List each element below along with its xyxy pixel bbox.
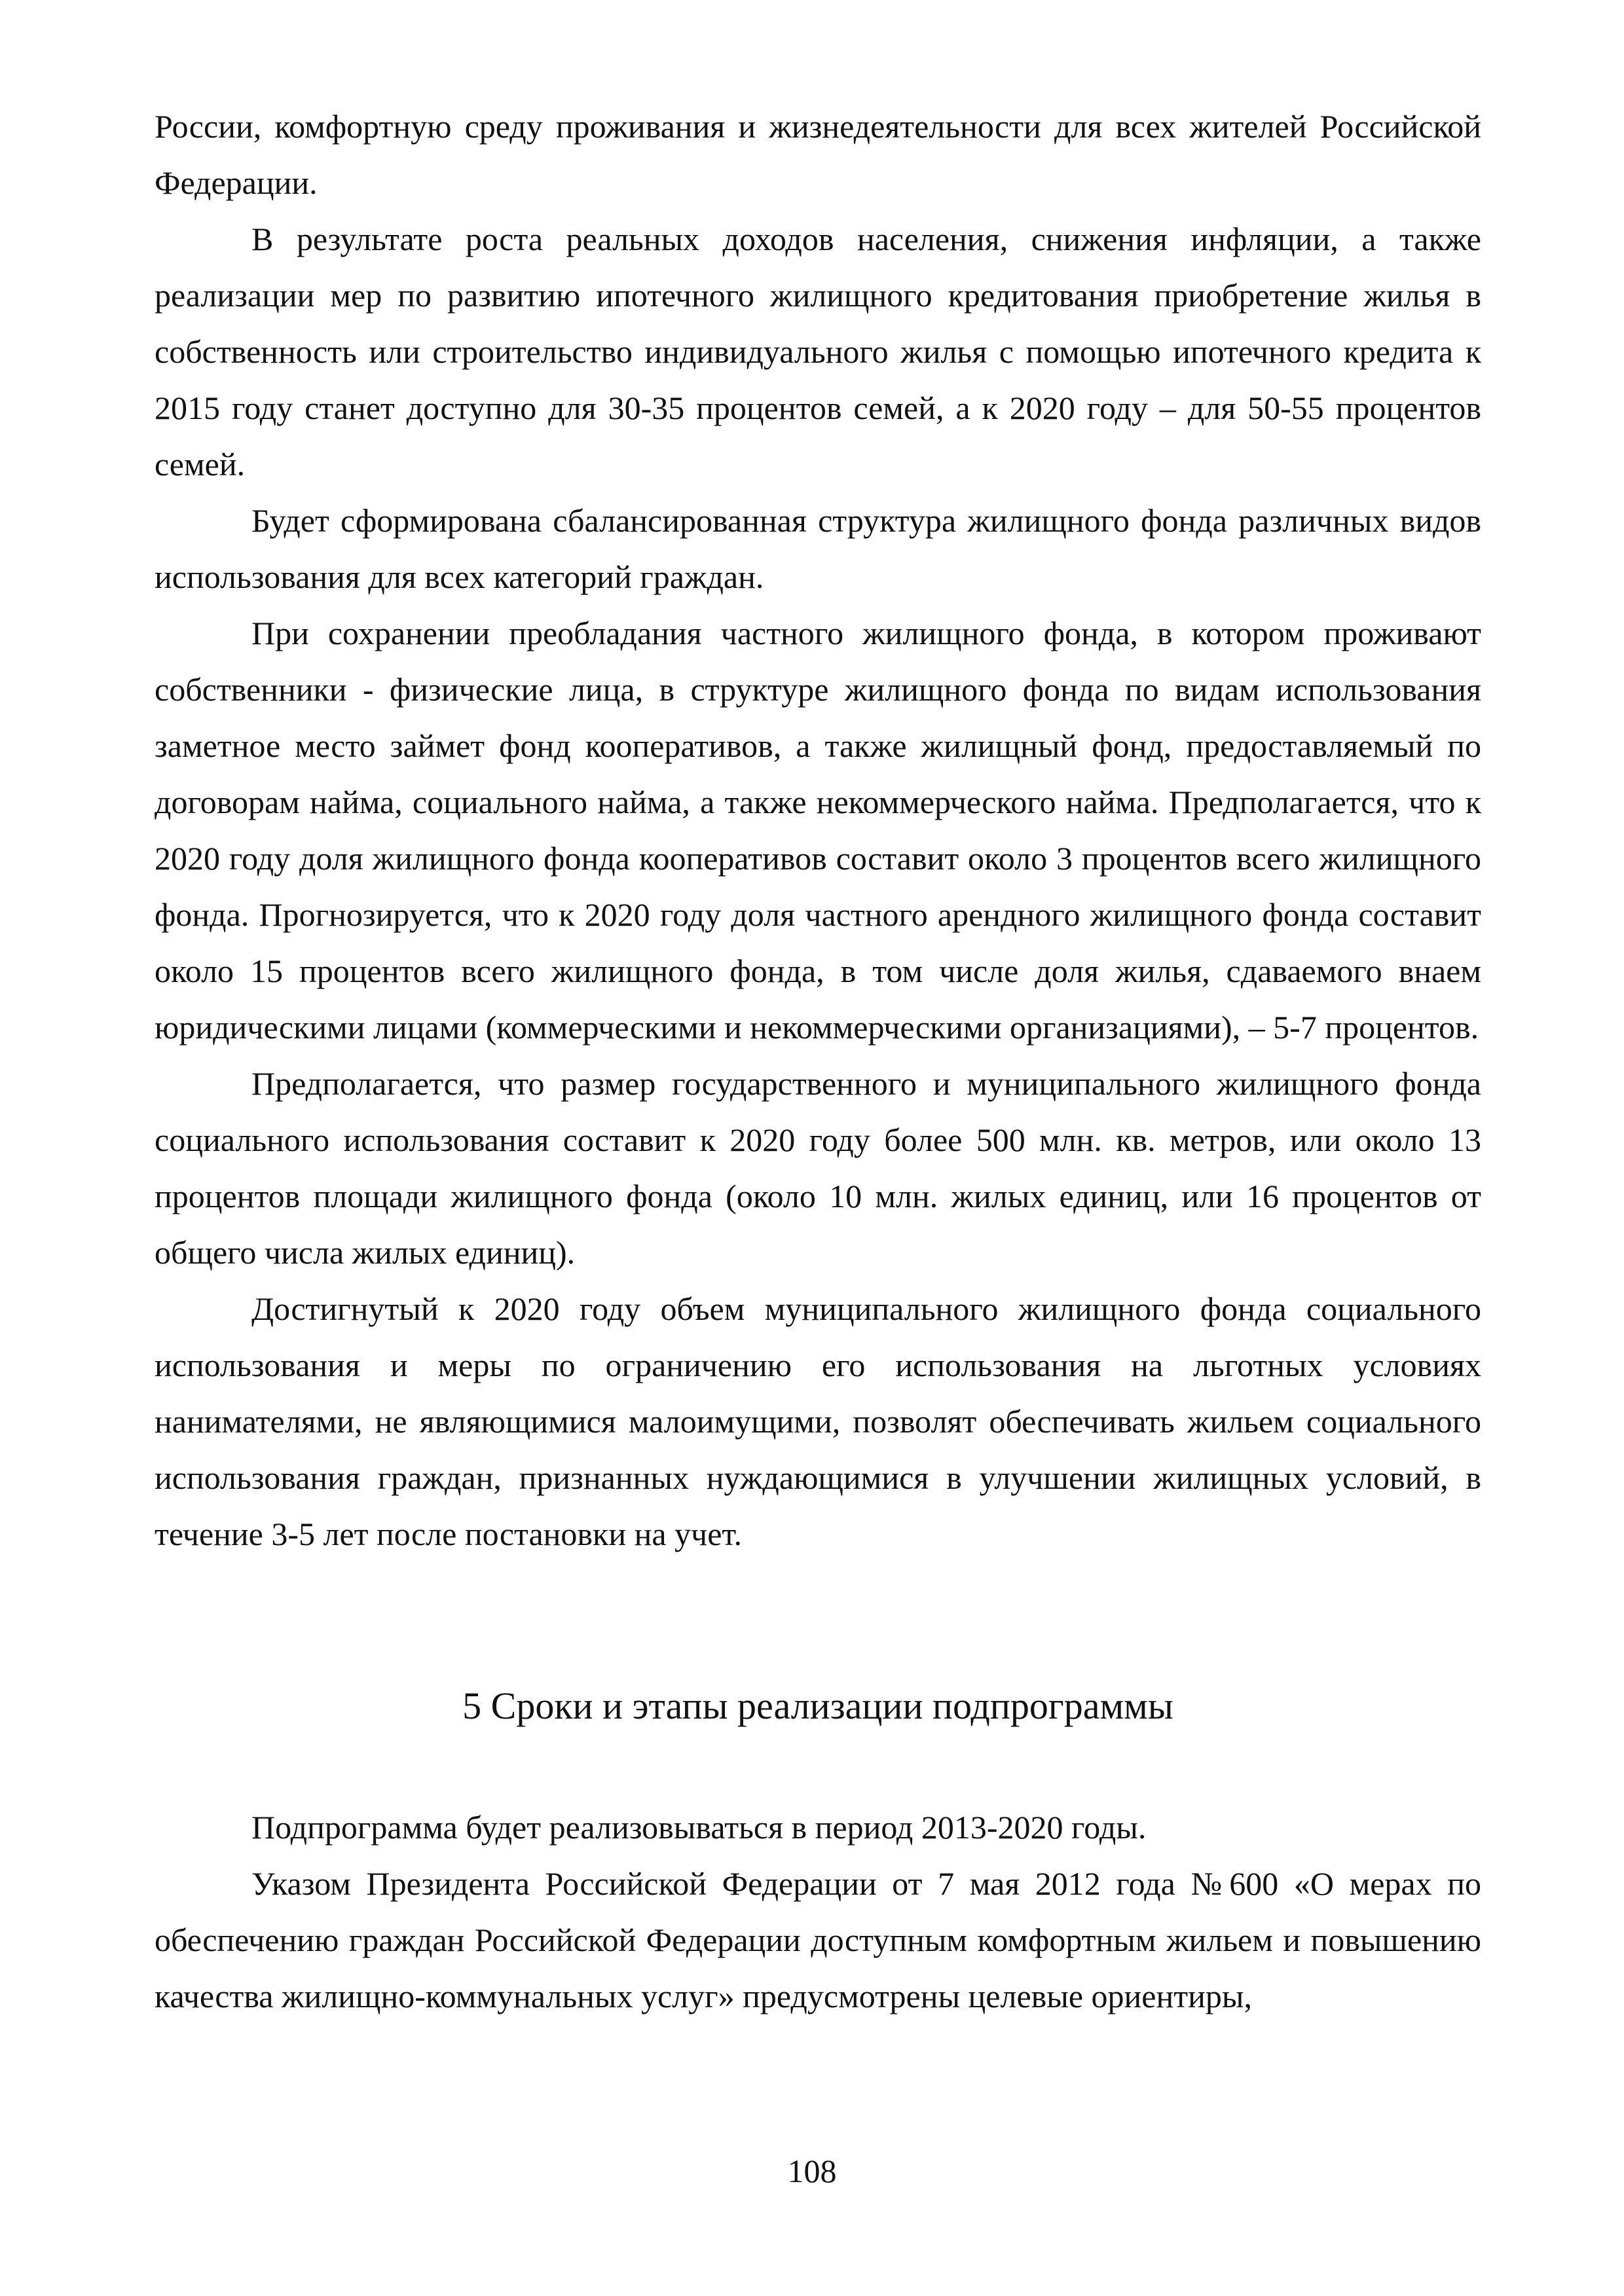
paragraph-income-growth: В результате роста реальных доходов населения, снижения инфляции, а также реализации мер по развитию ипотечного жилищного кредитования приобретение жилья в собственность или строительство индивидуального жилья с помощью ипотечного кредита к 2015 году станет доступно для 30-35 процентов семей, а к 2020 году – для 50-55 процентов семей. [155, 221, 1481, 483]
paragraph-social-housing-fund: Предполагается, что размер государственного и муниципального жилищного фонда социального использования составит к 2020 году более 500 млн. кв. метров, или около 13 процентов площади жилищного фонда (около 10 млн. жилых единиц, или 16 процентов от общего числа жилых единиц). [155, 1065, 1481, 1271]
paragraph-private-housing-fund: При сохранении преобладания частного жилищного фонда, в котором проживают собственники - физические лица, в структуре жилищного фонда по видам использования заметное место займет фонд кооперативов, а также жилищный фонд, предоставляемый по договорам найма, социального найма, а также некоммерческого найма. Предполагается, что к 2020 году доля жилищного фонда кооперативов составит около 3 процентов всего жилищного фонда. Прогнозируется, что к 2020 году доля частного арендного жилищного фонда составит около 15 процентов всего жилищного фонда, в том числе доля жилья, сдаваемого внаем юридическими лицами (коммерческими и некоммерческими организациями), – 5-7 процентов. [155, 615, 1481, 1046]
paragraph-municipal-housing-fund: Достигнутый к 2020 году объем муниципального жилищного фонда социального использования и меры по ограничению его использования на льготных условиях нанимателями, не являющимися малоимущими, позволят обеспечивать жильем социального использования граждан, признанных нуждающимися в улучшении жилищных условий, в течение 3-5 лет после постановки на учет. [155, 1290, 1481, 1552]
paragraph-housing-structure: Будет сформирована сбалансированная структура жилищного фонда различных видов использования для всех категорий граждан. [155, 502, 1481, 595]
page-number: 108 [787, 2153, 837, 2189]
section-heading: 5 Сроки и этапы реализации подпрограммы [462, 1685, 1173, 1727]
body-text-bottom [155, 1799, 1481, 2024]
paragraph-presidential-decree: Указом Президента Российской Федерации от 7 мая 2012 года №600 «О мерах по обеспечению граждан Российской Федерации доступным комфортным жильем и повышению качества жилищно-коммунальных услуг» предусмотрены целевые ориентиры, [155, 1865, 1481, 2014]
paragraph-period: Подпрограмма будет реализовываться в период 2013-2020 годы. [251, 1809, 1147, 1846]
paragraph-continuation: России, комфортную среду проживания и жизнедеятельности для всех жителей Российской Федерации. [155, 108, 1481, 201]
body-text-top [155, 98, 1481, 1562]
